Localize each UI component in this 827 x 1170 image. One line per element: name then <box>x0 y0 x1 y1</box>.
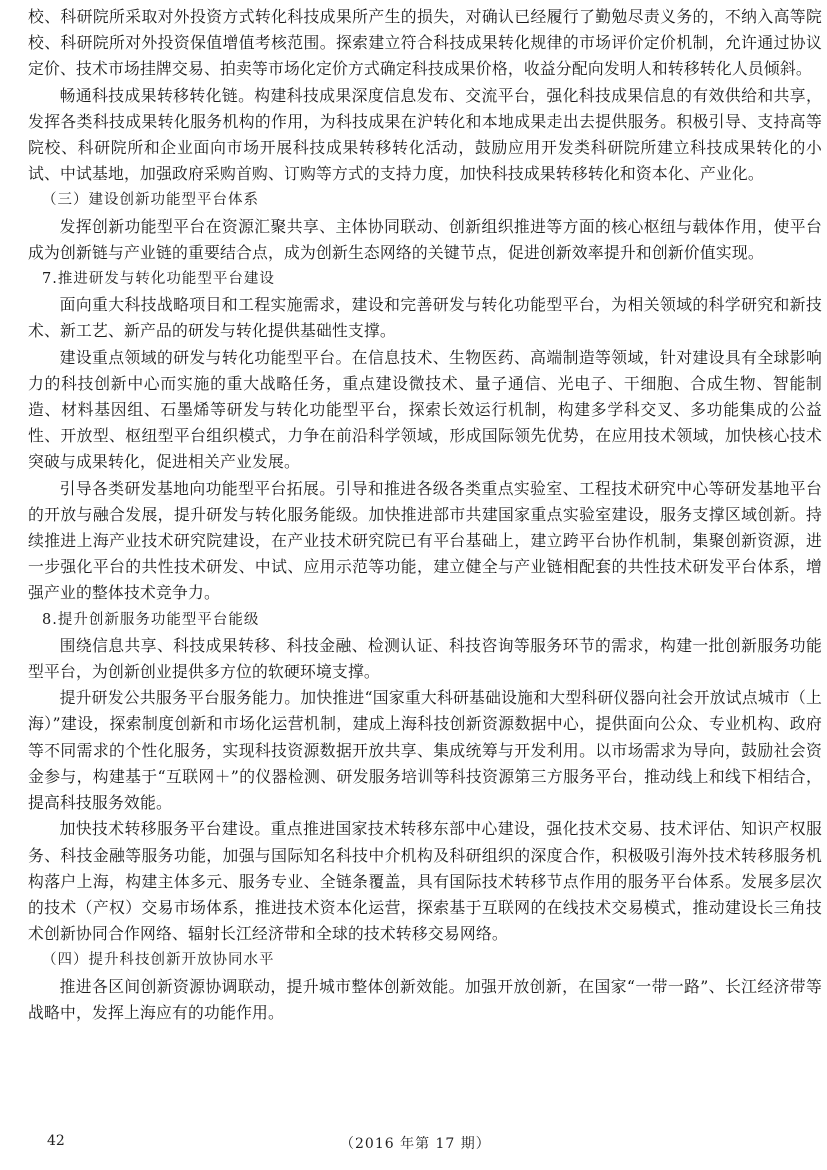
paragraph: 推进各区间创新资源协调联动，提升城市整体创新效能。加强开放创新，在国家“一带一路”、长江经济带等战略中，发挥上海应有的功能作用。 <box>28 976 822 1022</box>
paragraph: 加快技术转移服务平台建设。重点推进国家技术转移东部中心建设，强化技术交易、技术评估、知识产权服务、科技金融等服务功能，加强与国际知名科技中介机构及科研组织的深度合作，积极吸引海外技术转移服务机构落户上海，构建主体多元、服务专业、全链条覆盖，具有国际技术转移节点作用的服务平台体系。发展多层次的技术（产权）交易市场体系，推进技术资本化运营，探索基于互联网的在线技术交易模式，推动建设长三角技术创新协同合作网络、辐射长江经济带和全球的技术转移交易网络。 <box>28 819 822 944</box>
paragraph: 围绕信息共享、科技成果转移、科技金融、检测认证、科技咨询等服务环节的需求，构建一批创新服务功能型平台，为创新创业提供多方位的软硬环境支撑。 <box>28 635 822 682</box>
paragraph: 发挥创新功能型平台在资源汇聚共享、主体协同联动、创新组织推进等方面的核心枢纽与载体作用，使平台成为创新链与产业链的重要结合点，成为创新生态网络的关键节点，促进创新效率提升和创新价值实现。 <box>28 216 822 262</box>
paragraph: 建设重点领域的研发与转化功能型平台。在信息技术、生物医药、高端制造等领域，针对建设具有全球影响力的科技创新中心而实施的重大战略任务，重点建设微技术、量子通信、光电子、干细胞、合成生物、智能制造、材料基因组、石墨烯等研发与转化功能型平台，探索长效运行机制，构建多学科交叉、多功能集成的公益性、开放型、枢纽型平台组织模式，力争在前沿科学领域，形成国际领先优势，在应用技术领域，加快核心技术突破与成果转化，促进相关产业发展。 <box>28 347 822 472</box>
paragraph: 面向重大科技战略项目和工程实施需求，建设和完善研发与转化功能型平台，为相关领域的科学研究和新技术、新工艺、新产品的研发与转化提供基础性支撑。 <box>28 295 822 341</box>
paragraph: 提升研发公共服务平台服务能力。加快推进“国家重大科研基础设施和大型科研仪器向社会开放试点城市（上海）”建设，探索制度创新和市场化运营机制，建成上海科技创新资源数据中心，提供面向公众、专业机构、政府等不同需求的个性化服务，实现科技资源数据开放共享、集成统筹与开发利用。以市场需求为导向，鼓励社会资金参与，构建基于“互联网＋”的仪器检测、研发服务培训等科技资源第三方服务平台，推动线上和线下相结合，提高科技服务效能。 <box>28 688 822 813</box>
page-number: 42 <box>47 1133 65 1149</box>
subsection-heading: 7.推进研发与转化功能型平台建设 <box>42 271 275 288</box>
paragraph: 引导各类研发基地向功能型平台拓展。引导和推进各级各类重点实验室、工程技术研究中心等研发基地平台的开放与融合发展，提升研发与转化服务能级。加快推进部市共建国家重点实验室建设，服务支撑区域创新。持续推进上海产业技术研究院建设，在产业技术研究院已有平台基础上，建立跨平台协作机制，集聚创新资源，进一步强化平台的共性技术研发、中试、应用示范等功能，建立健全与产业链相配套的共性技术研发平台体系，增强产业的整体技术竞争力。 <box>28 478 822 603</box>
paragraph: 畅通科技成果转移转化链。构建科技成果深度信息发布、交流平台，强化科技成果信息的有效供给和共享，发挥各类科技成果转化服务机构的作用，为科技成果在沪转化和本地成果走出去提供服务。积极引导、支持高等院校、科研院所和企业面向市场开展科技成果转移转化活动，鼓励应用开发类科研院所建立科技成果转化的小试、中试基地，加强政府采购首购、订购等方式的支持力度，加快科技成果转移转化和资本化、产业化。 <box>28 85 822 184</box>
document-body <box>28 4 822 1026</box>
section-heading: （四）提升科技创新开放协同水平 <box>42 952 275 969</box>
issue-label: （2016 年第 17 期） <box>340 1136 491 1152</box>
page-footer <box>0 1133 827 1157</box>
section-heading: （三）建设创新功能型平台体系 <box>42 192 259 209</box>
subsection-heading: 8.提升创新服务功能型平台能级 <box>42 611 260 628</box>
paragraph: 校、科研院所采取对外投资方式转化科技成果所产生的损失，对确认已经履行了勤勉尽责义务的，不纳入高等院校、科研院所对外投资保值增值考核范围。探索建立符合科技成果转化规律的市场评价定价机制，允许通过协议定价、技术市场挂牌交易、拍卖等市场化定价方式确定科技成果价格，收益分配向发明人和转移转化人员倾斜。 <box>28 7 822 79</box>
